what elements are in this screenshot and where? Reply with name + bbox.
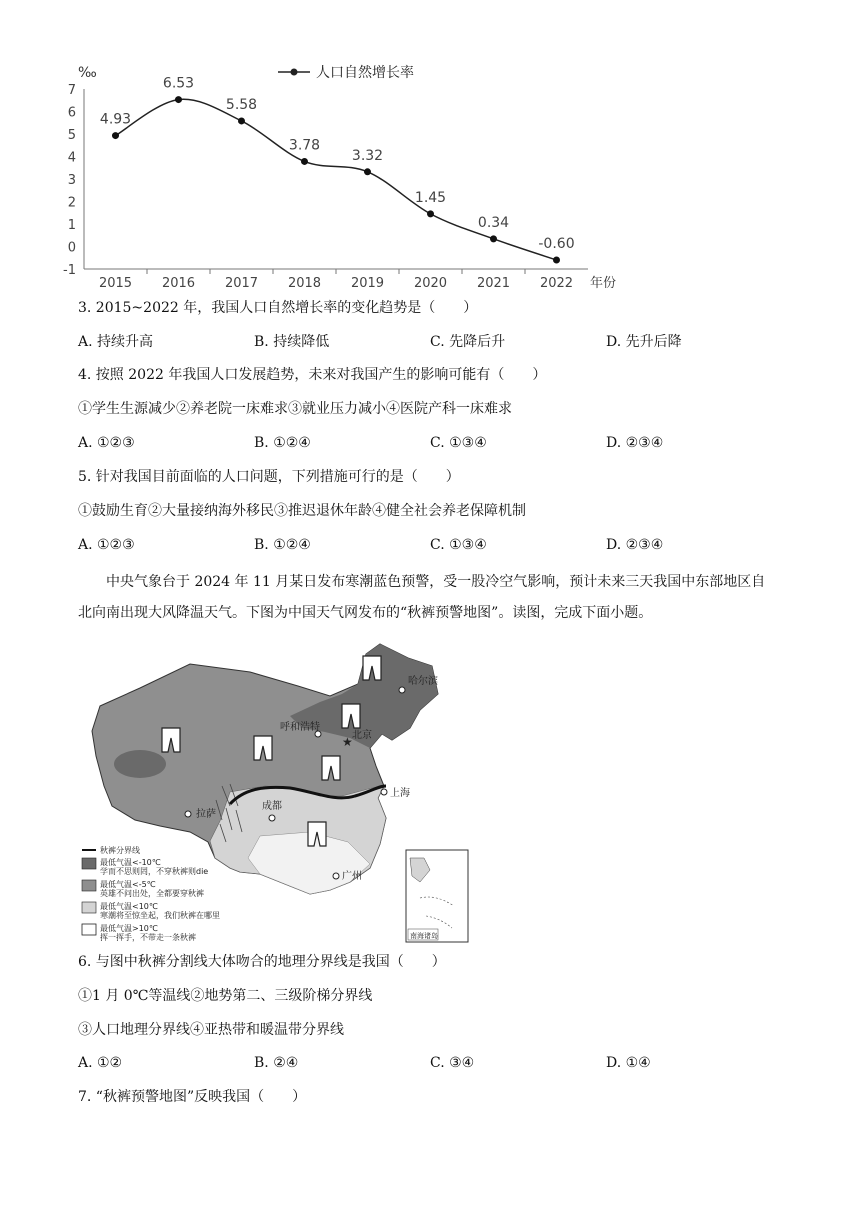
y-tick-label: 4	[67, 150, 76, 166]
city-shanghai: 上海	[390, 788, 410, 799]
q6-line2: ③人口地理分界线④亚热带和暖温带分界线	[78, 1022, 344, 1038]
y-tick-label: 7	[67, 83, 76, 98]
x-tick-label: 2022	[539, 276, 574, 291]
q6-option-d[interactable]: D. ①④	[606, 1055, 651, 1071]
q4-stem: 4. 按照 2022 年我国人口发展趋势，未来对我国产生的影响可能有（ ）	[78, 367, 547, 383]
data-label: 1.45	[414, 189, 447, 206]
x-tick-label: 2020	[413, 276, 448, 291]
legend-zone3: 最低气温<10℃	[100, 902, 158, 911]
q6-line1: ①1 月 0℃等温线②地势第二、三级阶梯分界线	[78, 988, 373, 1004]
data-label: 3.78	[288, 137, 321, 154]
q5-option-a[interactable]: A. ①②③	[78, 537, 135, 553]
q4-option-c[interactable]: C. ①③④	[430, 435, 487, 451]
inset-label: 南海诸岛	[410, 932, 438, 940]
data-points	[112, 96, 560, 263]
q6-option-a[interactable]: A. ①②	[78, 1055, 123, 1071]
x-tick-labels	[99, 269, 573, 291]
city-chengdu: 成都	[262, 801, 282, 812]
x-tick-label: 2018	[287, 276, 322, 291]
q6-stem: 6. 与图中秋裤分割线大体吻合的地理分界线是我国（ ）	[78, 954, 446, 970]
zone-below-minus10-west	[114, 750, 166, 778]
beijing-star-icon: ★	[342, 735, 353, 749]
x-tick-label: 2021	[476, 276, 511, 291]
legend-boundary: 秋裤分界线	[100, 846, 140, 855]
q3-option-a[interactable]: A. 持续升高	[78, 334, 154, 350]
q5-items: ①鼓励生育②大量接纳海外移民③推迟退休年龄④健全社会养老保障机制	[78, 503, 526, 519]
q4-option-d[interactable]: D. ②③④	[606, 435, 664, 451]
data-point	[553, 257, 560, 264]
y-tick-label: 2	[67, 195, 76, 211]
city-hohhot: 呼和浩特	[280, 722, 320, 733]
chart-legend	[278, 65, 414, 81]
data-point	[175, 96, 182, 103]
data-point	[112, 132, 119, 139]
data-point	[427, 210, 434, 217]
x-tick-label: 2016	[161, 276, 196, 291]
legend-zone2-note: 英雄不问出处，全都要穿秋裤	[100, 889, 204, 898]
q5-option-b[interactable]: B. ①②④	[254, 537, 311, 553]
legend-zone1-note: 学而不思则罔，不穿秋裤则die	[100, 867, 209, 876]
passage: 中央气象台于 2024 年 11 月某日发布寒潮蓝色预警，受一股冷空气影响，预计未来三天我国中东部地区自北向南出现大风降温天气。下图为中国天气网发布的“秋裤预警地图”。读图，完成下面小题。	[78, 574, 766, 621]
legend-zone2: 最低气温<-5℃	[100, 880, 156, 889]
q6-option-b[interactable]: B. ②④	[254, 1055, 299, 1071]
y-tick-label: 5	[67, 128, 76, 143]
q3-option-d[interactable]: D. 先升后降	[606, 334, 682, 350]
legend-label: 人口自然增长率	[316, 65, 414, 81]
y-tick-label: 1	[67, 218, 76, 233]
data-point	[238, 117, 245, 124]
q4-option-a[interactable]: A. ①②③	[78, 435, 135, 451]
y-tick-label: 3	[67, 173, 76, 188]
x-tick-label: 2017	[224, 276, 259, 291]
q7-stem: 7. “秋裤预警地图”反映我国（ ）	[78, 1089, 307, 1105]
q5-option-d[interactable]: D. ②③④	[606, 537, 664, 553]
q3-option-c[interactable]: C. 先降后升	[430, 334, 506, 350]
population-growth-chart	[60, 55, 640, 295]
y-tick-label: 0	[67, 240, 76, 256]
data-label: 4.93	[99, 111, 132, 128]
q3-option-b[interactable]: B. 持续降低	[254, 334, 330, 350]
city-beijing: 北京	[352, 730, 372, 741]
y-tick-label: -1	[63, 263, 76, 278]
q5-stem: 5. 针对我国目前面临的人口问题，下列措施可行的是（ ）	[78, 469, 460, 485]
x-tick-label: 2019	[350, 276, 385, 291]
q4-option-b[interactable]: B. ①②④	[254, 435, 311, 451]
data-point	[490, 235, 497, 242]
q4-items: ①学生生源减少②养老院一床难求③就业压力减小④医院产科一床难求	[78, 401, 512, 417]
data-label: 3.32	[351, 147, 384, 164]
map-legend	[82, 845, 220, 943]
city-guangzhou: 广州	[342, 871, 362, 882]
city-harbin: 哈尔滨	[408, 676, 438, 687]
autumn-pants-warning-map	[80, 636, 470, 946]
data-point	[301, 158, 308, 165]
q3-stem: 3. 2015~2022 年，我国人口自然增长率的变化趋势是（ ）	[78, 300, 478, 316]
data-label: 0.34	[477, 214, 510, 231]
y-unit-label: ‰	[78, 65, 97, 81]
x-unit-label: 年份	[590, 276, 617, 291]
city-lhasa: 拉萨	[196, 809, 216, 820]
data-label: -0.60	[538, 236, 575, 252]
q6-option-c[interactable]: C. ③④	[430, 1055, 475, 1071]
legend-zone3-note: 寒潮将至惊坐起，我们秋裤在哪里	[100, 911, 220, 920]
y-tick-labels	[63, 83, 76, 278]
data-label: 5.58	[225, 96, 258, 113]
legend-zone1: 最低气温<-10℃	[100, 858, 161, 867]
legend-zone4: 最低气温>10℃	[100, 924, 158, 933]
south-china-sea-inset	[406, 850, 468, 942]
series-line	[116, 96, 557, 260]
q5-option-c[interactable]: C. ①③④	[430, 537, 487, 553]
x-tick-label: 2015	[98, 276, 133, 291]
y-tick-label: 6	[67, 105, 76, 121]
data-point	[364, 168, 371, 175]
data-label: 6.53	[162, 75, 195, 92]
legend-zone4-note: 挥一挥手，不带走一条秋裤	[100, 933, 196, 942]
